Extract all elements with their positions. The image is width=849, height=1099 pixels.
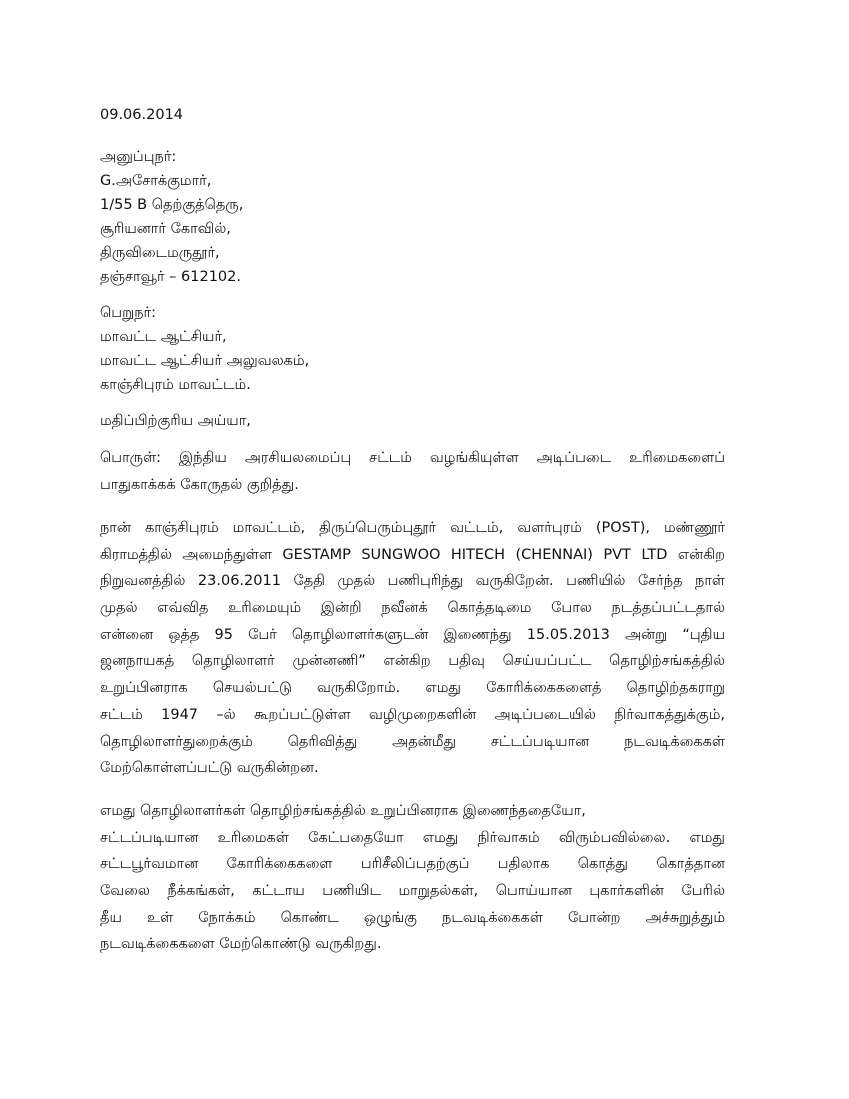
subject-block	[100, 445, 725, 499]
paragraph-line: என்னை ஒத்த 95 பேர் தொழிலாளர்களுடன் இணைந்து 15.05.2013 அன்று “புதிய	[100, 626, 725, 643]
paragraph-line: தொழிலாளர்துறைக்கும் தெரிவித்து அதன்மீது சட்டப்படியான நடவடிக்கைகள்	[100, 733, 725, 750]
paragraph-line: தீய உள் நோக்கம் கொண்ட ஒழுங்கு நடவடிக்கைகள் போன்ற அச்சுறுத்தும்	[100, 909, 725, 926]
sender-district-pin: தஞ்சாவூர் – 612102.	[100, 269, 241, 285]
sender-street: 1/55 B தெற்குத்தெரு,	[100, 197, 244, 213]
paragraph-line: சட்டப்படியான உரிமைகள் கேட்பதையோ எமது நிர்வாகம் விரும்பவில்லை. எமது	[100, 829, 725, 846]
paragraph-line: சட்டம் 1947 –ல் கூறப்பட்டுள்ள வழிமுறைகளின் அடிப்படையில் நிர்வாகத்துக்கும்,	[100, 706, 725, 723]
subject-line: பொருள்: இந்திய அரசியலமைப்பு சட்டம் வழங்கியுள்ள அடிப்படை உரிமைகளைப்	[100, 450, 725, 466]
recipient-block	[100, 301, 725, 397]
paragraph-line: கிராமத்தில் அமைந்துள்ள GESTAMP SUNGWOO HITECH (CHENNAI) PVT LTD என்கிற	[100, 546, 725, 563]
paragraph-1	[100, 515, 725, 782]
paragraph-line: நிறுவனத்தில் 23.06.2011 தேதி முதல் பணிபுரிந்து வருகிறேன். பணியில் சேர்ந்த நாள்	[100, 573, 725, 590]
sender-locality: சூரியனார் கோவில்,	[100, 221, 231, 237]
recipient-office: மாவட்ட ஆட்சியர் அலுவலகம்,	[100, 353, 310, 369]
sender-heading: அனுப்புநர்:	[100, 149, 177, 165]
paragraph-line: சட்டபூர்வமான கோரிக்கைகளை பரிசீலிப்பதற்குப் பதிலாக கொத்து கொத்தான	[100, 856, 725, 873]
paragraph-line: எமது தொழிலாளர்கள் தொழிற்சங்கத்தில் உறுப்பினராக இணைந்ததையோ,	[100, 802, 586, 819]
salutation: மதிப்பிற்குரிய அய்யா,	[100, 413, 251, 429]
sender-taluk: திருவிடைமருதூர்,	[100, 245, 220, 261]
recipient-heading: பெறுநர்:	[100, 305, 156, 321]
sender-name: G.அசோக்குமார்,	[100, 173, 212, 189]
letter-date: 09.06.2014	[100, 107, 184, 123]
paragraph-2	[100, 798, 725, 958]
subject-line: பாதுகாக்கக் கோருதல் குறித்து.	[100, 477, 299, 493]
paragraph-line: நடவடிக்கைகளை மேற்கொண்டு வருகிறது.	[100, 936, 382, 953]
paragraph-line: முதல் எவ்வித உரிமையும் இன்றி நவீனக் கொத்தடிமை போல நடத்தப்பட்டதால்	[100, 600, 725, 617]
paragraph-line: ஜனநாயகத் தொழிலாளர் முன்னணி” என்கிற பதிவு செய்யப்பட்ட தொழிற்சங்கத்தில்	[100, 653, 725, 670]
sender-block	[100, 145, 725, 289]
recipient-title: மாவட்ட ஆட்சியர்,	[100, 329, 227, 345]
letter	[100, 103, 725, 958]
paragraph-line: உறுப்பினராக செயல்பட்டு வருகிறோம். எமது கோரிக்கைகளைத் தொழிற்தகராறு	[100, 680, 725, 697]
paragraph-line: மேற்கொள்ளப்பட்டு வருகின்றன.	[100, 760, 319, 777]
paragraph-line: நான் காஞ்சிபுரம் மாவட்டம், திருப்பெரும்புதூர் வட்டம், வளர்புரம் (POST), மண்ணூர்	[100, 520, 725, 536]
paragraph-line: வேலை நீக்கங்கள், கட்டாய பணியிட மாறுதல்கள், பொய்யான புகார்களின் பேரில்	[100, 882, 725, 899]
recipient-district: காஞ்சிபுரம் மாவட்டம்.	[100, 377, 251, 393]
